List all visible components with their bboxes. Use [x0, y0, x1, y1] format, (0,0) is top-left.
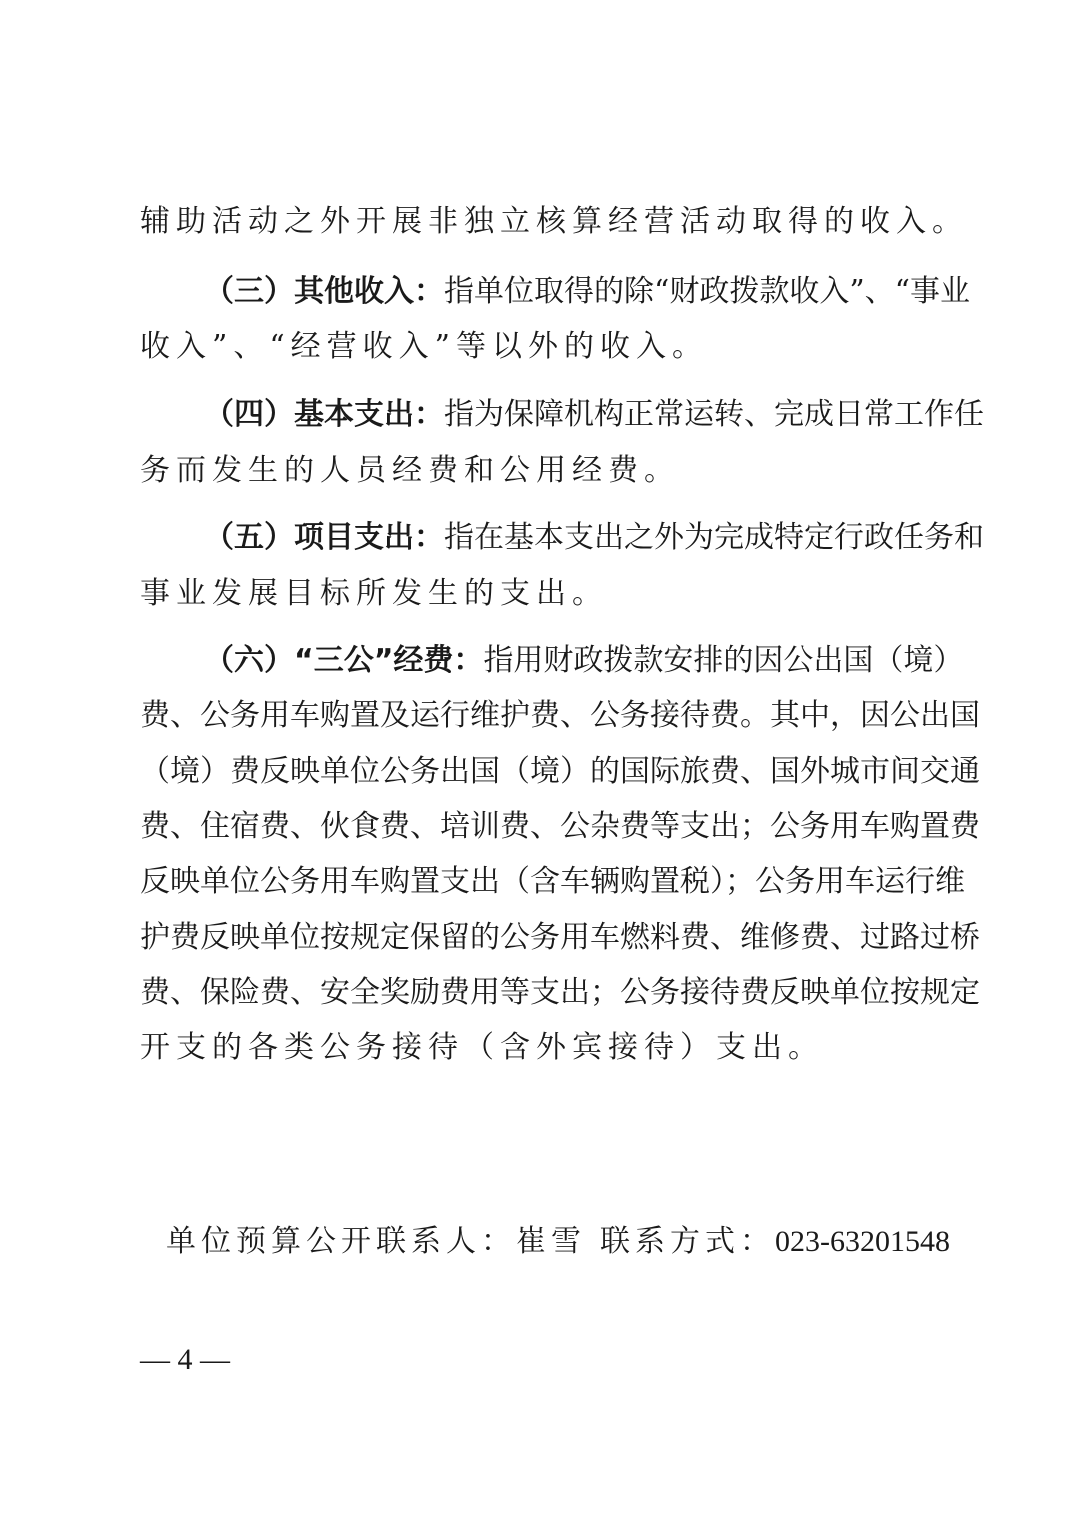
body-text: 开支的各类公务接待（含外宾接待）支出。 — [140, 1030, 824, 1065]
body-text: 护费反映单位按规定保留的公务用车燃料费、维修费、过路过桥 — [140, 920, 980, 955]
paragraph-heading: （三）其他收入： — [204, 274, 444, 309]
paragraph-line — [140, 973, 980, 1013]
paragraph-heading: （五）项目支出： — [204, 520, 444, 555]
body-text: 费、住宿费、伙食费、培训费、公杂费等支出；公务用车购置费 — [140, 809, 980, 844]
paragraph-heading: （四）基本支出： — [204, 397, 444, 432]
paragraph-line — [140, 918, 980, 958]
body-text: 反映单位公务用车购置支出（含车辆购置税）；公务用车运行维 — [140, 864, 965, 899]
body-text: 费、公务用车购置及运行维护费、公务接待费。其中，因公出国 — [140, 698, 980, 733]
paragraph-line — [140, 752, 980, 792]
paragraph-line — [140, 1028, 940, 1068]
paragraph-continuation — [140, 202, 968, 242]
paragraph-line — [140, 451, 940, 491]
body-text: （境）费反映单位公务出国（境）的国际旅费、国外城市间交通 — [140, 754, 980, 789]
contact-phone-number: 023-63201548 — [775, 1225, 950, 1258]
paragraph-line — [140, 327, 940, 367]
paragraph-basic-expenditure — [204, 395, 984, 435]
paragraph-line — [140, 807, 980, 847]
body-text: 收入”、“经营收入”等以外的收入。 — [140, 329, 709, 364]
contact-person — [166, 1222, 586, 1262]
body-text: 指在基本支出之外为完成特定行政任务和 — [444, 520, 984, 555]
paragraph-other-income — [204, 272, 971, 312]
body-text: 指单位取得的除“财政拨款收入”、“事业 — [444, 274, 971, 309]
paragraph-heading: （六）“三公”经费： — [204, 643, 484, 678]
paragraph-line — [140, 696, 980, 736]
paragraph-line — [140, 574, 940, 614]
contact-phone-label: 联系方式： — [600, 1224, 775, 1259]
body-text: 辅助活动之外开展非独立核算经营活动取得的收入。 — [140, 204, 968, 239]
contact-person-label: 单位预算公开联系人： — [166, 1224, 516, 1259]
body-text: 务而发生的人员经费和公用经费。 — [140, 453, 680, 488]
paragraph-project-expenditure — [204, 518, 984, 558]
body-text: 指为保障机构正常运转、完成日常工作任 — [444, 397, 984, 432]
contact-person-name: 崔雪 — [516, 1224, 586, 1259]
body-text: 事业发展目标所发生的支出。 — [140, 576, 608, 611]
paragraph-line — [140, 862, 965, 902]
body-text: 费、保险费、安全奖励费用等支出；公务接待费反映单位按规定 — [140, 975, 980, 1010]
paragraph-three-public-expenses — [204, 641, 964, 681]
contact-phone — [600, 1222, 950, 1262]
body-text: 指用财政拨款安排的因公出国（境） — [483, 643, 964, 678]
page-number: — 4 — — [140, 1343, 230, 1376]
